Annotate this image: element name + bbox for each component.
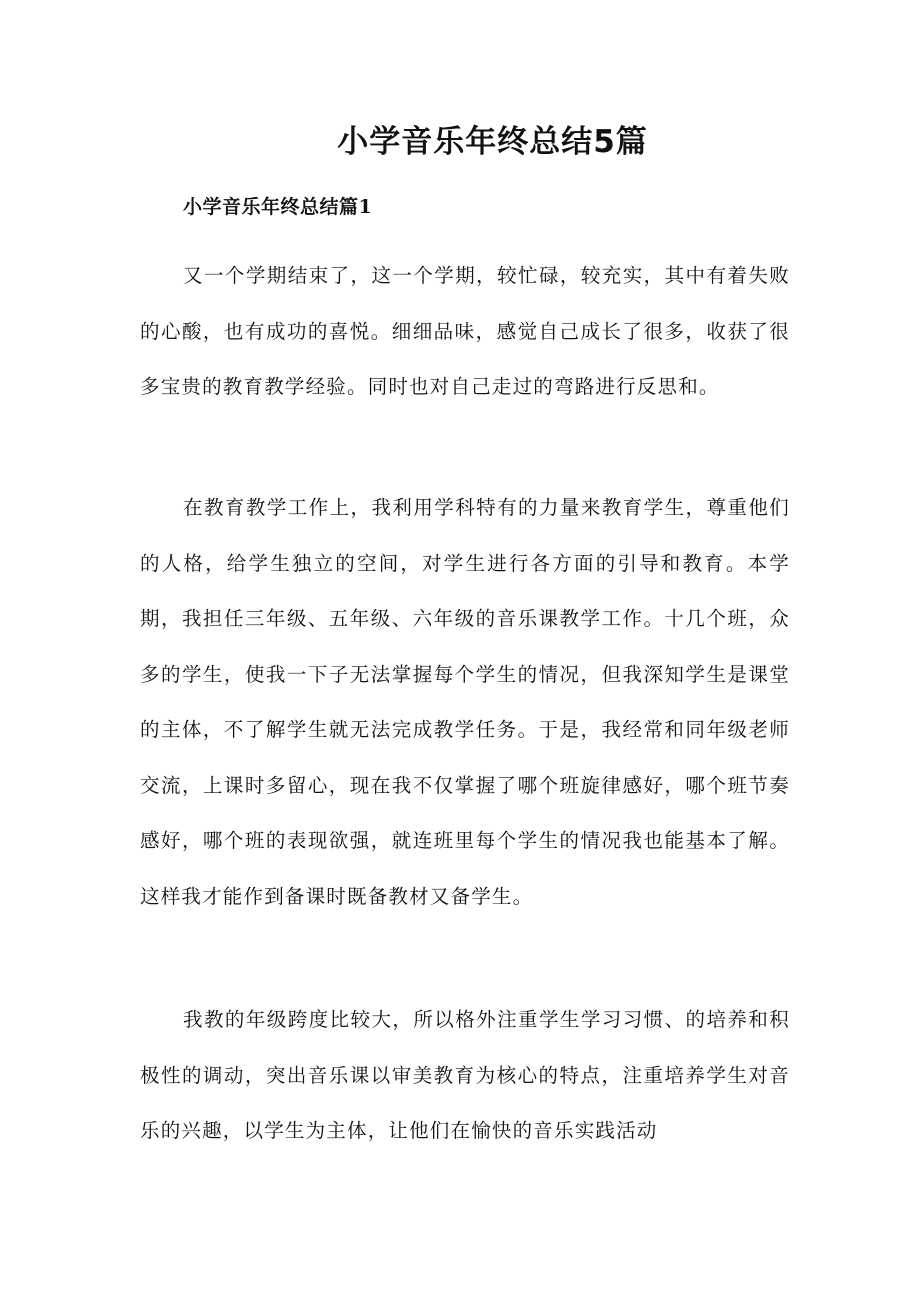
document-title: 小学音乐年终总结5篇 — [337, 124, 648, 160]
paragraph-3: 我教的年级跨度比较大，所以格外注重学生学习习惯、的培养和积极性的调动，突出音乐课以审美教育为核心的特点，注重培养学生对音乐的兴趣，以学生为主体，让他们在愉快的音乐实践活动 — [140, 1008, 790, 1142]
paragraph-2: 在教育教学工作上，我利用学科特有的力量来教育学生，尊重他们的人格，给学生独立的空间，对学生进行各方面的引导和教育。本学期，我担任三年级、五年级、六年级的音乐课教学工作。十几个班，众多的学生，使我一下子无法掌握每个学生的情况，但我深知学生是课堂的主体，不了解学生就无法完成教学任务。于是，我经常和同年级老师交流，上课时多留心，现在我不仅掌握了哪个班旋律感好，哪个班节奏感好，哪个班的表现欲强，就连班里每个学生的情况我也能基本了解。这样我才能作到备课时既备教材又备学生。 — [140, 496, 790, 908]
paragraph-1: 又一个学期结束了，这一个学期，较忙碌，较充实，其中有着失败的心酸，也有成功的喜悦。细细品味，感觉自己成长了很多，收获了很多宝贵的教育教学经验。同时也对自己走过的弯路进行反思和。 — [140, 264, 790, 398]
section-heading: 小学音乐年终总结篇1 — [183, 196, 373, 218]
